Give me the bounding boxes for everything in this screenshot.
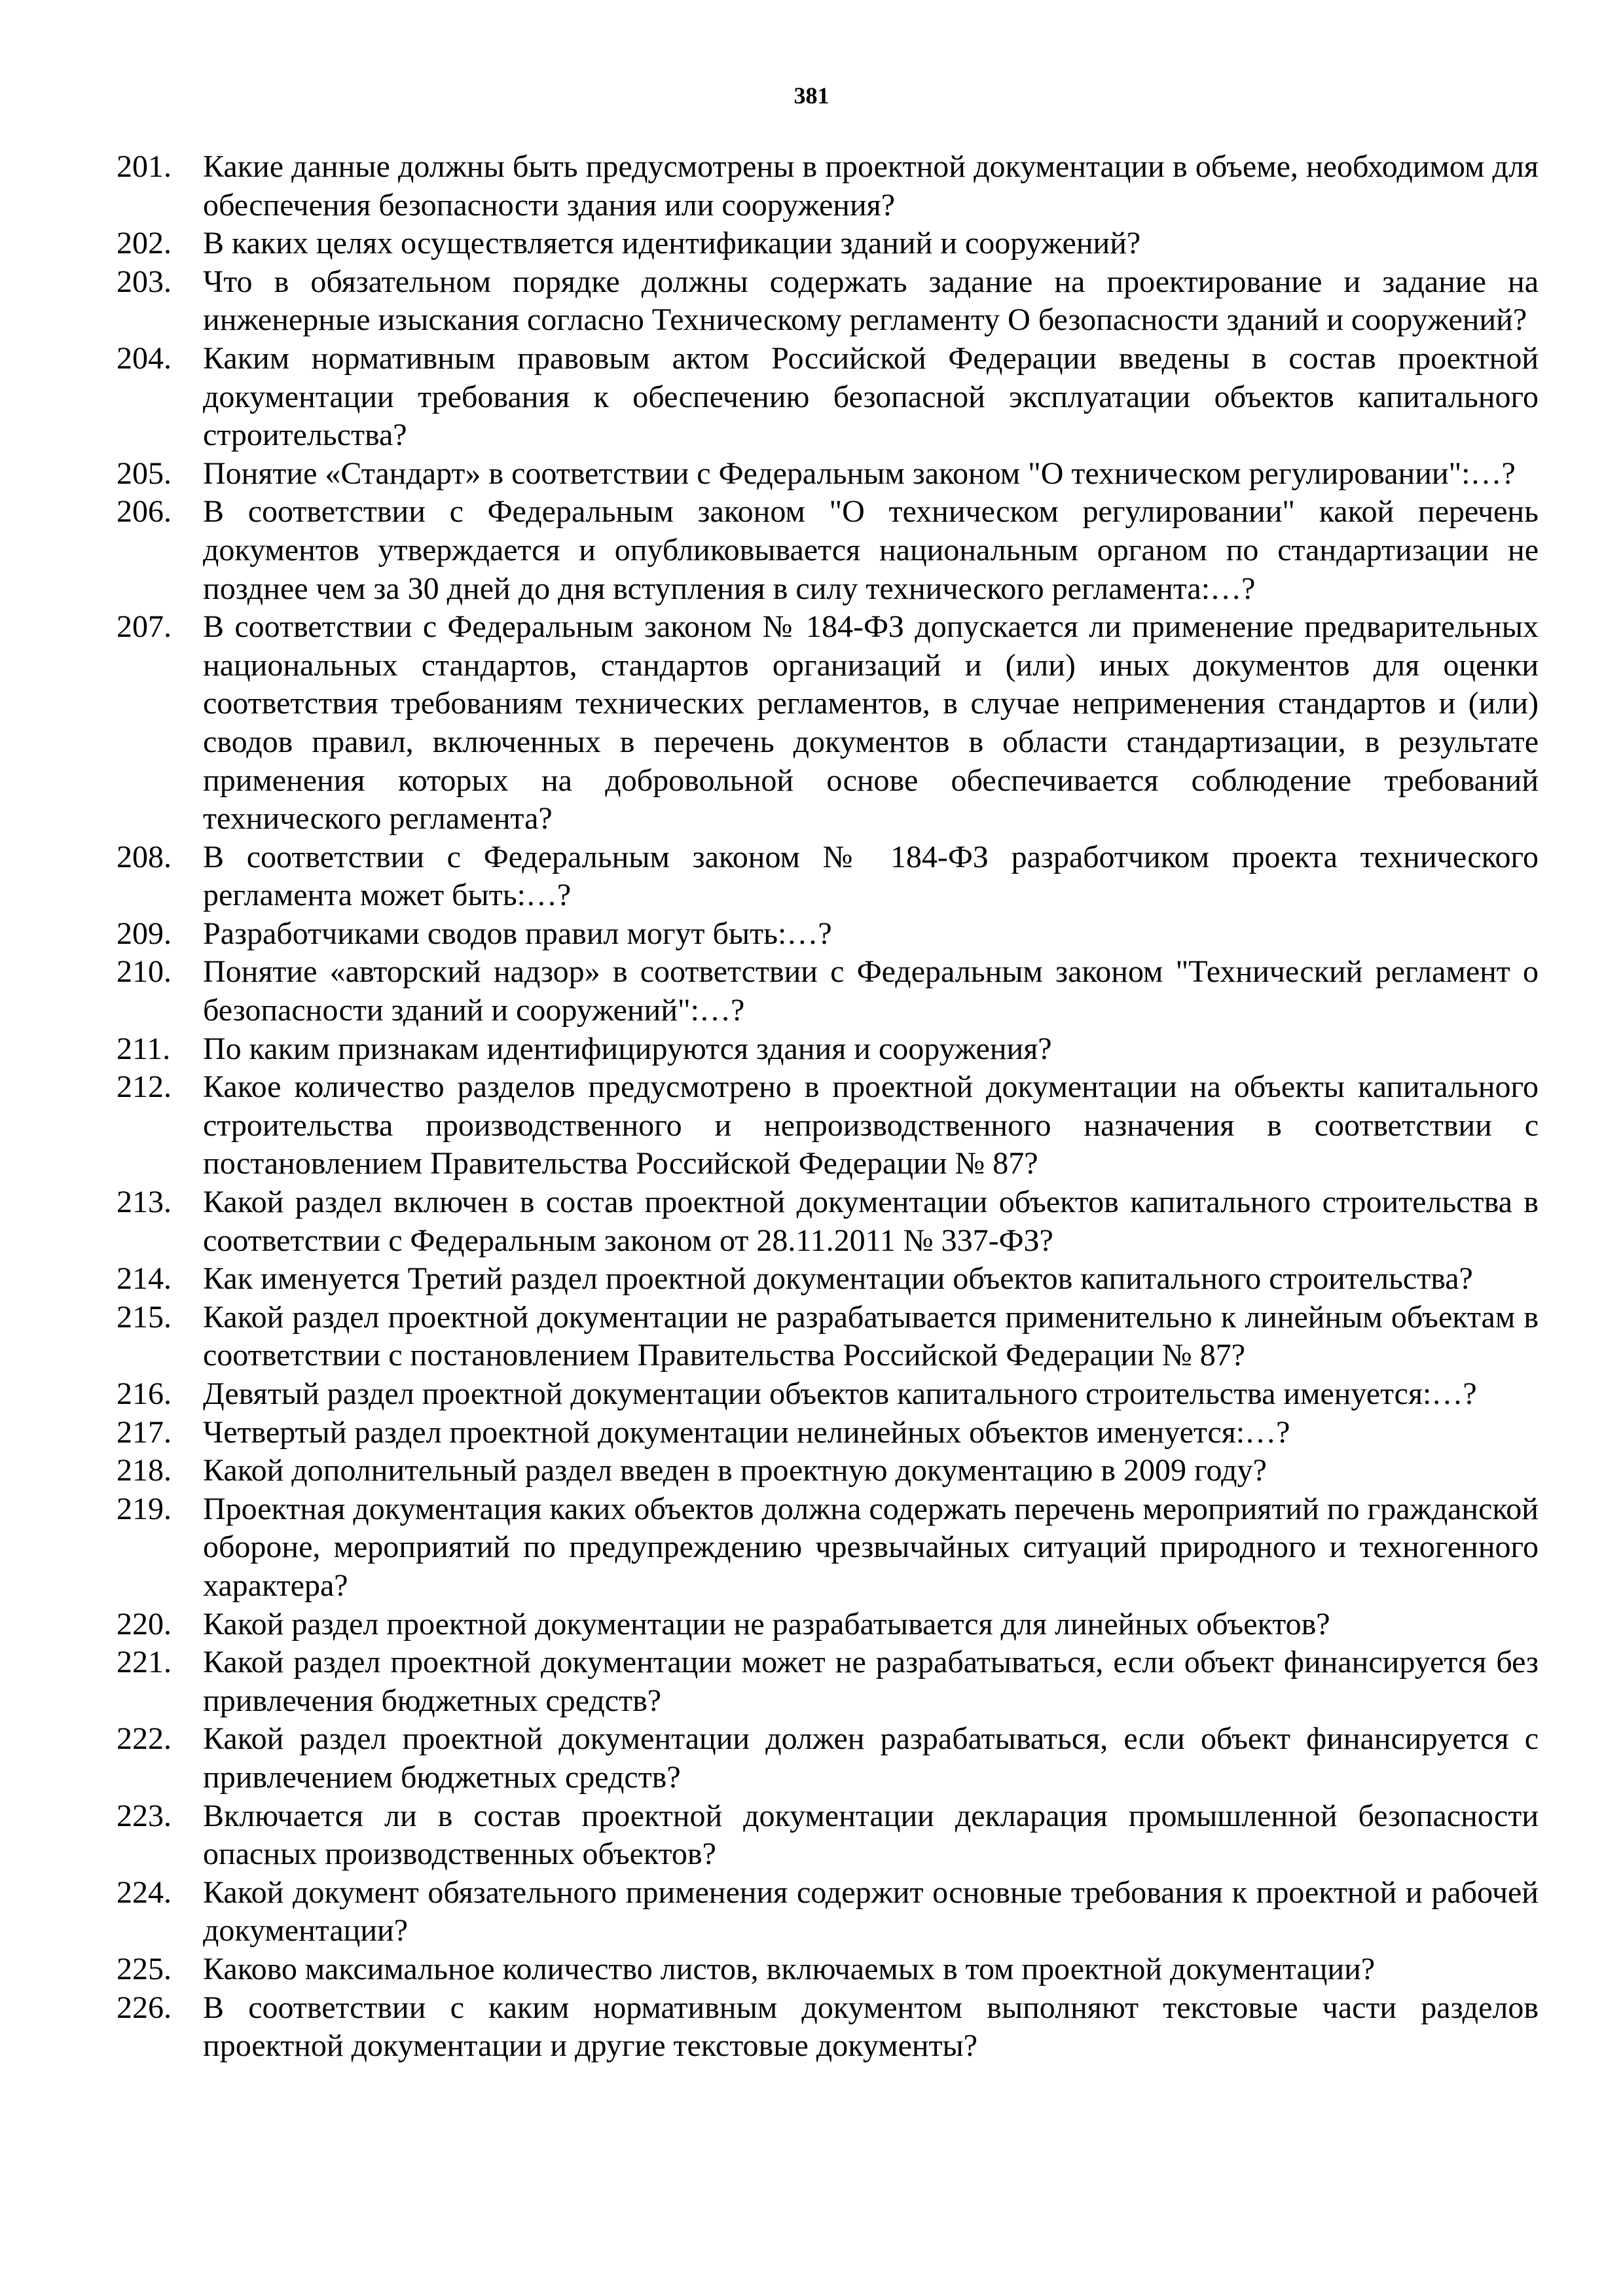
- question-number: 208.: [117, 839, 172, 874]
- question-number: 203.: [117, 264, 172, 299]
- question-text: Проектная документация каких объектов должна содержать перечень мероприятий по гражданской обороне, мероприятий по предупреждению чрезвычайных ситуаций природного и техногенного характера?: [203, 1491, 1539, 1603]
- question-text: Какой раздел проектной документации не разрабатывается применительно к линейным объектам в соответствии с постановлением Правительства Российской Федерации № 87?: [203, 1299, 1539, 1373]
- question-item: [117, 1797, 1539, 1874]
- question-number: 219.: [117, 1491, 172, 1526]
- question-number: 215.: [117, 1299, 172, 1335]
- question-number: 201.: [117, 149, 172, 184]
- question-text: Разработчиками сводов правил могут быть:…?: [203, 916, 832, 951]
- question-item: [117, 1989, 1539, 2066]
- question-number: 216.: [117, 1376, 172, 1411]
- question-text: По каким признакам идентифицируются здания и сооружения?: [203, 1031, 1052, 1066]
- question-text: Каково максимальное количество листов, включаемых в том проектной документации?: [203, 1951, 1376, 1986]
- question-text: Каким нормативным правовым актом Российской Федерации введены в состав проектной документации требования к обеспечению безопасной эксплуатации объектов капитального строительства?: [203, 340, 1539, 453]
- question-text: Какой раздел проектной документации может не разрабатываться, если объект финансируется без привлечения бюджетных средств?: [203, 1645, 1539, 1718]
- question-text: Понятие «Стандарт» в соответствии с Федеральным законом "О техническом регулировании":…?: [203, 456, 1516, 491]
- question-item: [117, 1643, 1539, 1720]
- question-number: 223.: [117, 1798, 172, 1833]
- question-text: В соответствии с Федеральным законом № 184-ФЗ допускается ли применение предварительных национальных стандартов, стандартов организаций и (или) иных документов для оценки соответствия требованиям технических регламентов, в случае неприменения стандартов и (или) сводов правил, включенных в перечень документов в области стандартизации, в результате применения которых на добровольной основе обеспечивается соблюдение требований технического регламента?: [203, 609, 1539, 836]
- question-item: [117, 1950, 1539, 1989]
- question-text: В соответствии с Федеральным законом № 184-ФЗ разработчиком проекта технического регламента может быть:…?: [203, 839, 1539, 913]
- question-item: [117, 1874, 1539, 1950]
- question-item: [117, 608, 1539, 838]
- question-number: 204.: [117, 340, 172, 376]
- question-number: 202.: [117, 226, 172, 261]
- question-text: Какой раздел проектной документации должен разрабатываться, если объект финансируется с привлечением бюджетных средств?: [203, 1721, 1539, 1795]
- question-list: [117, 148, 1539, 2066]
- question-item: [117, 1183, 1539, 1260]
- question-item: [117, 1299, 1539, 1375]
- question-number: 226.: [117, 1990, 172, 2025]
- question-item: [117, 1414, 1539, 1452]
- question-number: 222.: [117, 1721, 172, 1757]
- question-number: 209.: [117, 916, 172, 951]
- question-number: 212.: [117, 1069, 172, 1105]
- question-item: [117, 1068, 1539, 1183]
- question-text: Четвертый раздел проектной документации нелинейных объектов именуется:…?: [203, 1414, 1290, 1450]
- question-number: 217.: [117, 1414, 172, 1450]
- question-item: [117, 1720, 1539, 1797]
- question-text: В соответствии с Федеральным законом "О техническом регулировании" какой перечень документов утверждается и опубликовывается национальным органом по стандартизации не позднее чем за 30 дней до дня вступления в силу технического регламента:…?: [203, 494, 1539, 606]
- question-number: 220.: [117, 1606, 172, 1641]
- question-number: 207.: [117, 609, 172, 645]
- question-text: Что в обязательном порядке должны содержать задание на проектирование и задание на инженерные изыскания согласно Техническому регламенту О безопасности зданий и сооружений?: [203, 264, 1539, 338]
- question-text: Какой дополнительный раздел введен в проектную документацию в 2009 году?: [203, 1453, 1267, 1488]
- question-item: [117, 224, 1539, 263]
- question-number: 214.: [117, 1261, 172, 1297]
- question-item: [117, 1605, 1539, 1644]
- question-item: [117, 493, 1539, 608]
- question-item: [117, 953, 1539, 1030]
- question-number: 218.: [117, 1453, 172, 1488]
- question-number: 224.: [117, 1874, 172, 1910]
- question-text: Девятый раздел проектной документации объектов капитального строительства именуется:…?: [203, 1376, 1477, 1411]
- question-text: Как именуется Третий раздел проектной документации объектов капитального строительства?: [203, 1261, 1473, 1297]
- question-text: Какой раздел проектной документации не разрабатывается для линейных объектов?: [203, 1606, 1330, 1641]
- question-item: [117, 838, 1539, 915]
- question-number: 213.: [117, 1185, 172, 1220]
- question-number: 206.: [117, 494, 172, 529]
- question-item: [117, 1030, 1539, 1069]
- question-item: [117, 455, 1539, 493]
- page-number: 381: [793, 82, 830, 109]
- question-number: 210.: [117, 954, 172, 990]
- question-text: Какое количество разделов предусмотрено в проектной документации на объекты капитального строительства производственного и непроизводственного назначения в соответствии с постановлением Правительства Российской Федерации № 87?: [203, 1069, 1539, 1181]
- question-item: [117, 263, 1539, 340]
- question-text: Какой документ обязательного применения содержит основные требования к проектной и рабочей документации?: [203, 1874, 1539, 1948]
- question-text: Какой раздел включен в состав проектной документации объектов капитального строительства в соответствии с Федеральным законом от 28.11.2011 № 337-ФЗ?: [203, 1185, 1539, 1258]
- question-text: В каких целях осуществляется идентификации зданий и сооружений?: [203, 226, 1141, 261]
- question-number: 205.: [117, 456, 172, 491]
- question-number: 211.: [117, 1031, 171, 1066]
- question-text: Понятие «авторский надзор» в соответствии с Федеральным законом "Технический регламент о безопасности зданий и сооружений":…?: [203, 954, 1539, 1028]
- question-text: Какие данные должны быть предусмотрены в проектной документации в объеме, необходимом для обеспечения безопасности здания или сооружения?: [203, 149, 1539, 223]
- question-item: [117, 1260, 1539, 1299]
- question-item: [117, 1452, 1539, 1490]
- question-number: 225.: [117, 1951, 172, 1986]
- question-number: 221.: [117, 1645, 172, 1680]
- question-item: [117, 1375, 1539, 1414]
- question-item: [117, 1490, 1539, 1605]
- question-text: Включается ли в состав проектной документации декларация промышленной безопасности опасных производственных объектов?: [203, 1798, 1539, 1872]
- question-item: [117, 340, 1539, 455]
- question-item: [117, 915, 1539, 954]
- question-item: [117, 148, 1539, 224]
- question-text: В соответствии с каким нормативным документом выполняют текстовые части разделов проектной документации и другие текстовые документы?: [203, 1990, 1539, 2064]
